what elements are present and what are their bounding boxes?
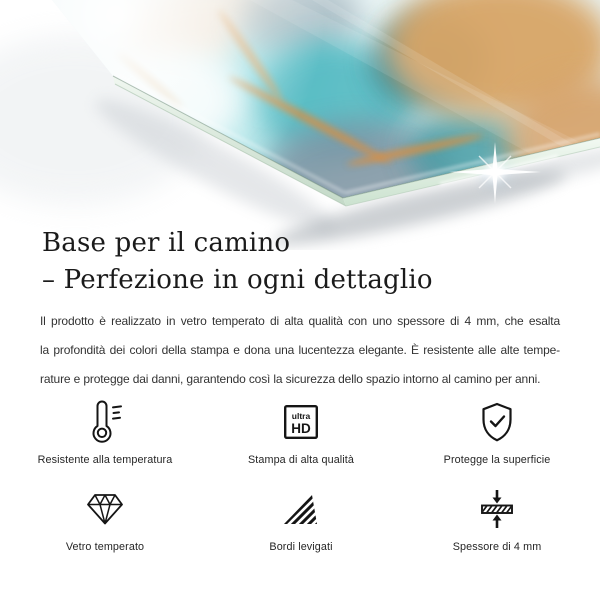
feature-label: Stampa di alta qualità [247, 454, 355, 466]
feature-icon-box [283, 486, 319, 532]
feature-label: Protegge la superficie [443, 454, 551, 466]
page-title [42, 225, 433, 299]
polished-edges-icon [283, 493, 319, 526]
thickness-4mm-icon [478, 487, 516, 531]
feature-item-tempered-glass [7, 486, 203, 553]
feature-item-thickness [399, 486, 595, 553]
feature-item-temperature [7, 399, 203, 466]
title-line-2: – Perfezione in ogni dettaglio [42, 265, 433, 295]
feature-grid [7, 399, 595, 553]
feature-label: Spessore di 4 mm [452, 541, 542, 553]
feature-label: Vetro temperato [65, 541, 145, 553]
description-line: rature e protegge dai danni, garantendo così la sicurezza dello spazio intorno al camino per anni. [40, 372, 541, 386]
svg-text:HD: HD [291, 421, 311, 436]
title-line-1: Base per il camino [42, 228, 291, 258]
feature-icon-box [85, 486, 125, 532]
feature-item-print-quality [203, 399, 399, 466]
ultra-hd-icon [282, 403, 320, 441]
product-description [40, 307, 560, 394]
feature-icon-box [478, 486, 516, 532]
description-line: la profondità dei colori della stampa e dona una lucentezza elegante. È resistente alle alte tempe- [40, 343, 560, 357]
feature-label: Bordi levigati [269, 541, 333, 553]
feature-item-protection [399, 399, 595, 466]
shield-check-icon [478, 401, 516, 443]
svg-text:ultra: ultra [291, 411, 311, 421]
product-photo [0, 0, 600, 250]
diamond-icon [85, 492, 125, 526]
thermometer-icon [85, 399, 125, 445]
feature-icon-box [282, 399, 320, 445]
description-line: Il prodotto è realizzato in vetro temperato di alta qualità con uno spessore di 4 mm, che esalta [40, 314, 560, 328]
feature-label: Resistente alla temperatura [37, 454, 173, 466]
feature-icon-box [85, 399, 125, 445]
feature-icon-box [478, 399, 516, 445]
feature-item-polished-edges [203, 486, 399, 553]
